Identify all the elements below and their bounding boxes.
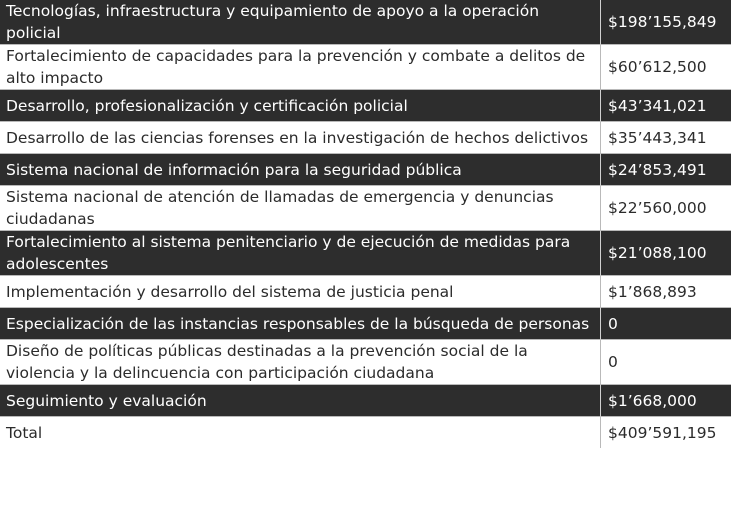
table-row <box>0 0 731 45</box>
table-row <box>0 340 731 385</box>
total-row <box>0 417 731 448</box>
table-row <box>0 45 731 90</box>
amount-cell: $43’341,021 <box>600 90 731 122</box>
total-label: Total <box>0 417 600 448</box>
amount-cell: $24’853,491 <box>600 154 731 186</box>
concept-cell: Seguimiento y evaluación <box>0 385 600 417</box>
table-row <box>0 122 731 154</box>
table-row <box>0 308 731 340</box>
concept-cell: Sistema nacional de información para la seguridad pública <box>0 154 600 186</box>
amount-cell: $1’868,893 <box>600 276 731 308</box>
amount-cell: $198’155,849 <box>600 0 731 45</box>
amount-cell: $35’443,341 <box>600 122 731 154</box>
concept-cell: Desarrollo de las ciencias forenses en la investigación de hechos delictivos <box>0 122 600 154</box>
total-amount: $409’591,195 <box>600 417 731 448</box>
amount-cell: $21’088,100 <box>600 231 731 276</box>
concept-cell: Implementación y desarrollo del sistema de justicia penal <box>0 276 600 308</box>
table-row <box>0 385 731 417</box>
amount-cell: 0 <box>600 340 731 385</box>
concept-cell: Desarrollo, profesionalización y certificación policial <box>0 90 600 122</box>
amount-cell: $1’668,000 <box>600 385 731 417</box>
table-row <box>0 154 731 186</box>
table-row <box>0 231 731 276</box>
concept-cell: Diseño de políticas públicas destinadas a la prevención social de la violencia y la delincuencia con participación ciudadana <box>0 340 600 385</box>
concept-cell: Sistema nacional de atención de llamadas de emergencia y denuncias ciudadanas <box>0 186 600 231</box>
concept-cell: Tecnologías, infraestructura y equipamiento de apoyo a la operación policial <box>0 0 600 45</box>
table-row <box>0 186 731 231</box>
amount-cell: $22’560,000 <box>600 186 731 231</box>
table-row <box>0 90 731 122</box>
amount-cell: $60’612,500 <box>600 45 731 90</box>
concept-cell: Fortalecimiento de capacidades para la prevención y combate a delitos de alto impacto <box>0 45 600 90</box>
concept-cell: Fortalecimiento al sistema penitenciario y de ejecución de medidas para adolescentes <box>0 231 600 276</box>
table-row <box>0 276 731 308</box>
amount-cell: 0 <box>600 308 731 340</box>
concept-cell: Especialización de las instancias responsables de la búsqueda de personas <box>0 308 600 340</box>
